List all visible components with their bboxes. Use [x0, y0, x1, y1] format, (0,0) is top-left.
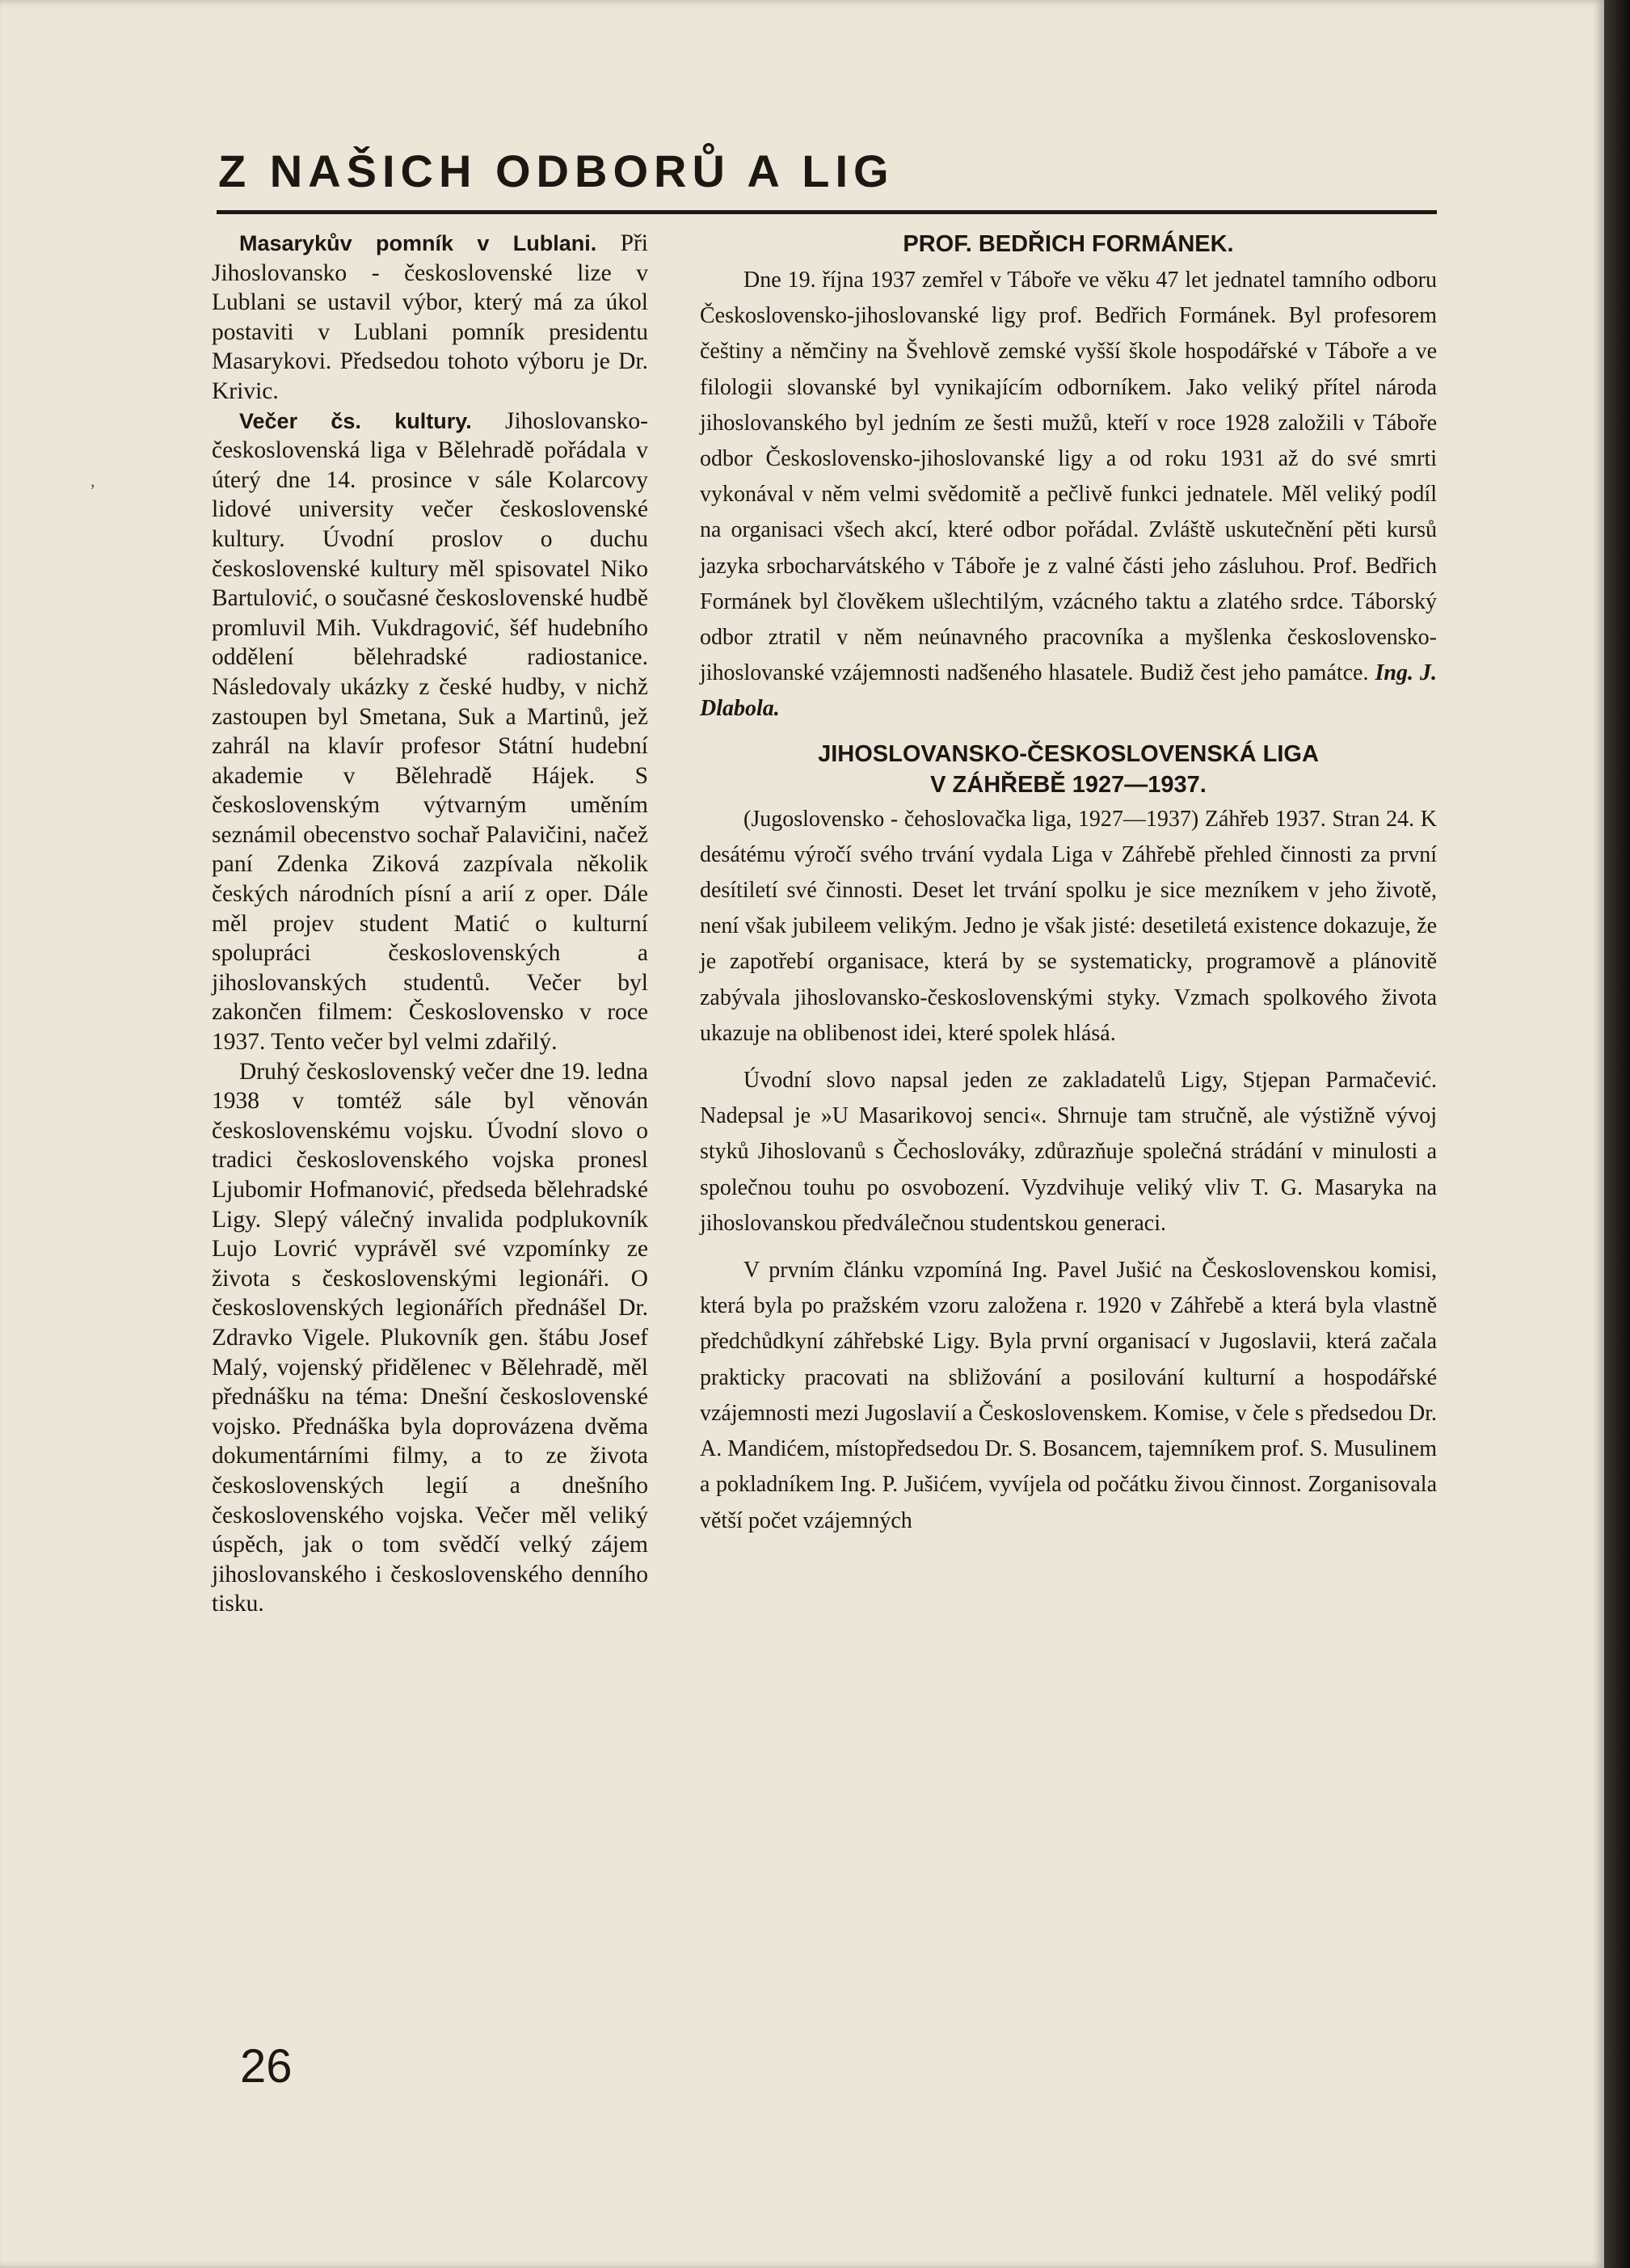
signature: Ing. J. Dlabola. — [700, 660, 1438, 722]
paragraph-text: Při Jihoslovansko - československé lize v Lublani se ustavil výbor, který má za úkol postaviti v Lublani pomník presidentu Masarykovi. Předsedou tohoto výboru je Dr. Krivic. — [212, 230, 648, 404]
stray-mark: , — [91, 470, 95, 491]
paragraph-masaryk-monument — [212, 229, 648, 407]
paragraph-league-review: (Jugoslovensko - čehoslovačka liga, 1927—1937) Záhřeb 1937. Stran 24. K desátému výročí svého trvání vydala Liga v Záhřebě přehled činnosti za první desítiletí své činnosti. Deset let trvání spolku je sice mezníkem v jeho životě, není však jubileem velikým. Jedno je však jisté: desetiletá existence dokazuje, že je zapotřebí organisace, která by se systematicky, programově a plánovitě zabývala jihoslovansko-československými styky. Vzmach spolkového života ukazuje na oblibenost idei, které spolek hlásá. — [700, 806, 1437, 1046]
paragraph-introduction: Úvodní slovo napsal jeden ze zakladatelů Ligy, Stjepan Parmačević. Nadepsal je »U Masarikovoj senci«. Shrnuje tam stručně, ale výstižně vývoj styků Jihoslovanů s Čechoslováky, zdůrazňuje společná strádání v minulosti a společnou touhu po osvobození. Vyzdvihuje veliký vliv T. G. Masaryka na jihoslovanskou předválečnou studentskou generaci. — [700, 1068, 1437, 1236]
paragraph-gap — [700, 1241, 1437, 1253]
paragraph-text: Dne 19. října 1937 zemřel v Táboře ve věku 47 let jednatel tamního odboru Československo-jihoslovanské ligy prof. Bedřich Formánek. Byl profesorem češtiny a němčiny na Švehlově zemské vyšší škole hospodářské v Táboře a ve filologii slovanské byl vynikajícím odborníkem. Jako veliký přítel národa jihoslovanského byl jedním ze šesti mužů, kteří v roce 1928 založili v Táboře odbor Československo-jihoslovanské ligy a od roku 1931 až do své smrti vykonával v něm velmi svědomitě a pečlivě funkci jednatele. Měl veliký podíl na organisaci všech akcí, které odbor pořádal. Zvláště uskutečnění pěti kursů jazyka srbocharvátského v Táboře je z valné části jeho zásluhou. Prof. Bedřich Formánek byl člověkem ušlechtilým, vzácného taktu a zlatého srdce. Táborský odbor ztratil v něm neúnavného pracovníka a myšlenka československo-jihoslovanské vzájemnosti nadšeného hlasatele. Budiž čest jeho památce. — [700, 268, 1437, 686]
heading-league-zagreb — [700, 739, 1437, 800]
heading-line: JIHOSLOVANSKO-ČESKOSLOVENSKÁ LIGA — [818, 740, 1319, 767]
heading-formanek: PROF. BEDŘICH FORMÁNEK. — [903, 231, 1234, 257]
page-number: 26 — [240, 2040, 293, 2093]
heading-line: V ZÁHŘEBĚ 1927—1937. — [930, 771, 1207, 798]
paragraph-formanek-obituary — [700, 263, 1437, 727]
binding-edge — [1604, 0, 1630, 2268]
paragraph-first-article: V prvním článku vzpomíná Ing. Pavel Jušić na Československou komisi, která byla po pražském vzoru založena r. 1920 v Záhřebě a která byla vlastně předchůdkyní záhřebské Ligy. Byla první organisací v Jugoslavii, která začala prakticky pracovati na sbližování a posilování kulturní a hospodářské vzájemnosti mezi Jugoslavií a Československem. Komise, v čele s předsedou Dr. A. Mandićem, místopředsedou Dr. S. Bosancem, tajemníkem prof. S. Musulinem a pokladníkem Ing. P. Jušićem, vyvíjela od počátku živou činnost. Zorganisovala větší počet vzájemných — [700, 1258, 1437, 1533]
left-column — [212, 229, 648, 1619]
paragraph-text: Jihoslovansko-československá liga v Bělehradě pořádala v úterý dne 14. prosince v sále Kolarcovy lidové university večer československé kultury. Úvodní proslov o duchu československé kultury měl spisovatel Niko Bartulović, o současné československé hudbě promluvil Mih. Vukdragović, šéf hudebního oddělení bělehradské radiostanice. Následovaly ukázky z české hudby, v nichž zastoupen byl Smetana, Suk a Martinů, jež zahrál na klavír profesor Státní hudební akademie v Bělehradě Hájek. S československým výtvarným uměním seznámil obecenstvo sochař Palavičini, načež paní Zdenka Ziková zazpívala několik českých národních písní a arií z oper. Dále měl projev student Matić o kulturní spolupráci československých a jihoslovanských studentů. Večer byl zakončen filmem: Československo v roce 1937. Tento večer byl velmi zdařilý. — [212, 407, 648, 1056]
inline-heading: Masarykův pomník v Lublani. — [239, 231, 597, 255]
page-title: Z NAŠICH ODBORŮ A LIG — [218, 145, 895, 196]
right-column — [700, 229, 1437, 1539]
title-rule — [217, 210, 1437, 214]
inline-heading: Večer čs. kultury. — [239, 408, 472, 433]
paragraph-cs-culture-evening — [212, 407, 648, 1057]
paragraph-gap — [700, 1052, 1437, 1063]
paragraph-second-evening: Druhý československý večer dne 19. ledna 1938 v tomtéž sále byl věnován československému vojsku. Úvodní slovo o tradici československého vojska pronesl Ljubomir Hofmanović, předseda bělehradské Ligy. Slepý válečný invalida podplukovník Lujo Lovrić vyprávěl své vzpomínky ze života s československými legionáři. O československých legionářích přednášel Dr. Zdravko Vigele. Plukovník gen. štábu Josef Malý, vojenský přidělenec v Bělehradě, měl přednášku na téma: Dnešní československé vojsko. Přednáška byla doprovázena dvěma dokumentárními filmy, a to ze života československých legií a dnešního československého vojska. Večer měl veliký úspěch, jak o tom svědčí velký zájem jihoslovanského i československého denního tisku. — [212, 1058, 648, 1617]
